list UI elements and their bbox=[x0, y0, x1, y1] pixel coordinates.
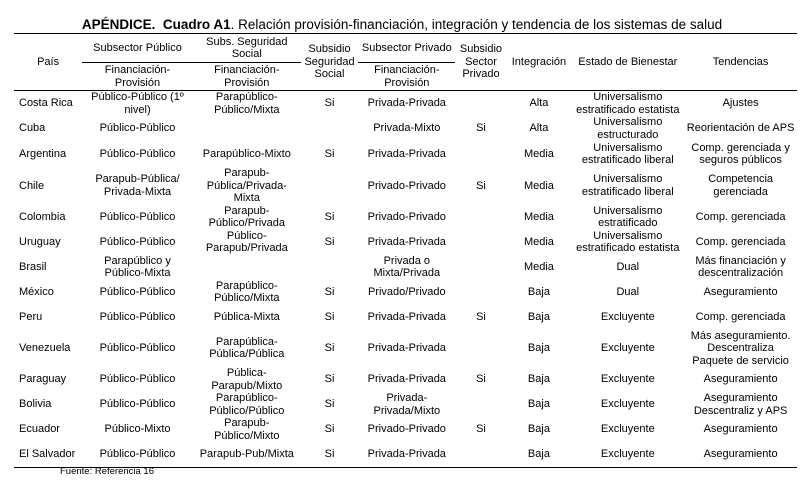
cell-privado: Privada-Privada bbox=[367, 147, 446, 160]
cell-privado: Privado-Privado bbox=[367, 210, 446, 223]
cell-pais: Chile bbox=[19, 179, 45, 192]
cell-estado-bienestar: Excluyente bbox=[600, 310, 655, 323]
header-subsidio-seguridad-social: Subsidio Seguridad Social bbox=[301, 34, 358, 91]
header-estado-bienestar: Estado de Bienestar bbox=[571, 34, 684, 91]
cell-publico: Público-Público bbox=[82, 442, 193, 467]
cell-tendencias: Aseguramiento bbox=[703, 285, 778, 298]
cell-seguridad-social: Parapúblico-Mixto bbox=[202, 147, 291, 160]
cell-tendencias: Aseguramiento Descentraliz y APS bbox=[693, 392, 788, 417]
header-subsidio-sector-privado: Subsidio Sector Privado bbox=[455, 34, 506, 91]
cell-integracion: Media bbox=[523, 210, 554, 223]
cell-estado-bienestar: Excluyente bbox=[600, 373, 655, 386]
table-row bbox=[14, 305, 797, 330]
cell-tendencias: Comp. gerenciada bbox=[695, 210, 786, 223]
cell-privado: Privado-Privado bbox=[367, 423, 446, 436]
table-row bbox=[14, 230, 797, 255]
cell-publico: Público-Público bbox=[99, 285, 176, 298]
cell-pais: El Salvador bbox=[14, 442, 82, 467]
source-note: Fuente: Referencia 16 bbox=[60, 466, 155, 477]
table-row bbox=[14, 367, 797, 392]
cell-estado-bienestar: Universalismo estructurado bbox=[593, 116, 663, 141]
cell-publico: Público-Público bbox=[99, 373, 176, 386]
cell-pais: Venezuela bbox=[19, 342, 71, 354]
table-title bbox=[0, 17, 804, 32]
cell-subsidio-sector-privado bbox=[455, 442, 506, 467]
cell-integracion: Media bbox=[523, 179, 554, 192]
cell-integracion: Media bbox=[523, 147, 554, 160]
subheader-financiacion-provision-seg-social: Financiación-Provisión bbox=[193, 63, 301, 91]
cell-pais: Colombia bbox=[19, 210, 66, 223]
header-integracion: Integración bbox=[507, 34, 572, 91]
cell-estado-bienestar: Excluyente bbox=[600, 423, 655, 436]
cell-tendencias: Ajustes bbox=[722, 97, 759, 110]
cell-tendencias: Aseguramiento bbox=[703, 373, 778, 386]
cell-tendencias: Comp. gerenciada bbox=[695, 235, 786, 248]
title-text: . Relación provisión-financiación, integración y tendencia de los sistemas de salud bbox=[230, 17, 723, 32]
cell-privado: Privada-Privada bbox=[367, 97, 446, 110]
header-subsector-privado: Subsector Privado bbox=[358, 34, 455, 63]
cell-estado-bienestar: Universalismo estratificado bbox=[593, 204, 663, 229]
cell-publico: Público-Público (1º nivel) bbox=[91, 91, 184, 116]
table-row bbox=[14, 167, 797, 205]
cell-pais: Cuba bbox=[19, 122, 46, 135]
cell-pais: Uruguay bbox=[19, 235, 61, 248]
cell-subsidio-sector-privado: Si bbox=[476, 179, 486, 192]
cell-subsidio-seguridad-social bbox=[301, 255, 358, 280]
table-row bbox=[14, 91, 797, 117]
table-row bbox=[14, 255, 797, 280]
cell-privado: Privado/Privado bbox=[367, 285, 446, 298]
cell-publico: Público-Público bbox=[99, 210, 176, 223]
cell-tendencias: Aseguramiento bbox=[684, 442, 797, 467]
cell-integracion: Baja bbox=[507, 442, 572, 467]
cell-seguridad-social: Público-Parapub/Privada bbox=[205, 229, 288, 254]
cell-integracion: Baja bbox=[527, 373, 550, 386]
cell-pais: Costa Rica bbox=[19, 97, 73, 110]
cell-publico: Público-Mixto bbox=[104, 423, 171, 436]
table-row bbox=[14, 116, 797, 141]
table-body bbox=[14, 91, 797, 468]
cell-tendencias: Más aseguramiento. Descentraliza Paquete de servicio bbox=[690, 329, 791, 367]
cell-seguridad-social: Parapub-Público/Privada bbox=[208, 204, 286, 229]
header-subsector-publico: Subsector Público bbox=[82, 34, 193, 63]
subheader-financiacion-provision-publico: Financiación-Provisión bbox=[82, 63, 193, 91]
cell-estado-bienestar: Universalismo estratificado estatista bbox=[576, 91, 680, 116]
cell-subsidio-sector-privado: Si bbox=[476, 423, 486, 436]
cell-seguridad-social: Parapúblico-Público/Público bbox=[209, 392, 285, 417]
cell-subsidio-seguridad-social: Si bbox=[324, 398, 335, 411]
table-row bbox=[14, 280, 797, 305]
table-row bbox=[14, 392, 797, 417]
cell-privado: Privado-Privado bbox=[367, 179, 446, 192]
cell-pais: Argentina bbox=[19, 147, 67, 160]
cell-seguridad-social: Parapúblico-Público/Mixta bbox=[214, 279, 280, 304]
cell-estado-bienestar: Dual bbox=[616, 285, 640, 298]
cell-pais: Brasil bbox=[19, 260, 47, 273]
cell-integracion: Baja bbox=[527, 285, 550, 298]
cell-publico: Público-Público bbox=[99, 342, 176, 354]
cell-tendencias: Más financiación y descentralización bbox=[695, 254, 786, 279]
cell-seguridad-social: Parapública-Pública/Pública bbox=[209, 335, 285, 361]
header-pais: País bbox=[14, 34, 82, 91]
cell-subsidio-sector-privado: Si bbox=[476, 373, 486, 386]
cell-subsidio-sector-privado: Si bbox=[476, 122, 486, 135]
cell-integracion: Baja bbox=[527, 342, 550, 354]
cell-seguridad-social: Parapub-Pública/Privada-Mixta bbox=[206, 167, 287, 204]
cell-estado-bienestar: Universalismo estratificado liberal bbox=[581, 173, 674, 198]
cell-privado: Privada-Privada bbox=[367, 342, 446, 354]
cell-seguridad-social: Parapub-Público/Mixto bbox=[214, 417, 280, 442]
header-tendencias: Tendencias bbox=[684, 34, 797, 91]
table-row bbox=[14, 330, 797, 368]
table-row bbox=[14, 205, 797, 230]
cell-estado-bienestar: Excluyente bbox=[600, 398, 655, 411]
health-systems-table bbox=[14, 33, 797, 468]
cell-subsidio-seguridad-social: Si bbox=[324, 235, 335, 248]
cell-privado: Privada-Privada/Mixto bbox=[373, 392, 441, 417]
header-subs-seguridad-social: Subs. Seguridad Social bbox=[193, 34, 301, 63]
cell-privado: Privada-Mixto bbox=[373, 122, 441, 135]
cell-pais: Paraguay bbox=[19, 373, 67, 386]
cell-subsidio-sector-privado bbox=[455, 330, 506, 368]
table-row bbox=[14, 442, 797, 467]
cell-privado: Privada o Mixta/Privada bbox=[373, 254, 441, 279]
cell-subsidio-sector-privado bbox=[455, 141, 506, 167]
cell-publico: Público-Público bbox=[99, 122, 176, 135]
cell-subsidio-seguridad-social: Si bbox=[324, 310, 335, 323]
cell-subsidio-seguridad-social bbox=[301, 116, 358, 141]
cell-seguridad-social bbox=[193, 255, 301, 280]
cell-seguridad-social: Pública-Mixta bbox=[213, 310, 280, 323]
cell-privado: Privada-Privada bbox=[367, 310, 446, 323]
cell-subsidio-sector-privado bbox=[455, 255, 506, 280]
cell-subsidio-seguridad-social: Si bbox=[324, 373, 335, 386]
cell-subsidio-seguridad-social: Si bbox=[324, 210, 335, 223]
cell-pais: Peru bbox=[19, 310, 43, 323]
cell-estado-bienestar: Universalismo estratificado estatista bbox=[576, 229, 680, 254]
cell-subsidio-seguridad-social: Si bbox=[324, 285, 335, 298]
cell-integracion: Baja bbox=[527, 423, 550, 436]
cell-subsidio-sector-privado bbox=[455, 205, 506, 230]
cell-privado: Privada-Privada bbox=[358, 442, 455, 467]
cell-estado-bienestar: Excluyente bbox=[600, 342, 655, 354]
cell-seguridad-social: Parapub-Pub/Mixta bbox=[193, 442, 301, 467]
cell-integracion: Baja bbox=[527, 398, 550, 411]
cell-subsidio-sector-privado bbox=[455, 280, 506, 305]
cell-subsidio-seguridad-social: Si bbox=[301, 442, 358, 467]
cell-subsidio-sector-privado bbox=[455, 392, 506, 417]
cell-estado-bienestar: Dual bbox=[616, 260, 640, 273]
cell-integracion: Alta bbox=[529, 97, 549, 110]
cell-tendencias: Comp. gerenciada y seguros públicos bbox=[691, 141, 790, 166]
cell-estado-bienestar: Universalismo estratificado liberal bbox=[581, 141, 674, 166]
cell-tendencias: Aseguramiento bbox=[703, 423, 778, 436]
cell-publico: Público-Público bbox=[99, 147, 176, 160]
cell-subsidio-sector-privado: Si bbox=[476, 310, 486, 323]
cell-integracion: Media bbox=[523, 235, 554, 248]
cell-publico: Público-Público bbox=[99, 310, 176, 323]
cell-pais: Ecuador bbox=[19, 423, 60, 436]
cell-pais: Bolivia bbox=[19, 398, 52, 411]
cell-publico: Parapúblico y Público-Mixta bbox=[104, 254, 171, 279]
cell-estado-bienestar: Excluyente bbox=[571, 442, 684, 467]
cell-seguridad-social bbox=[193, 116, 301, 141]
table-row bbox=[14, 141, 797, 167]
cell-tendencias: Competencia gerenciada bbox=[708, 173, 774, 198]
cell-subsidio-seguridad-social: Si bbox=[324, 342, 335, 354]
cell-publico: Parapub-Pública/ Privada-Mixta bbox=[95, 173, 180, 198]
cell-privado: Privada-Privada bbox=[367, 373, 446, 386]
table-row bbox=[14, 417, 797, 442]
cell-tendencias: Reorientación de APS bbox=[686, 122, 795, 135]
cell-tendencias: Comp. gerenciada bbox=[695, 310, 786, 323]
cell-publico: Público-Público bbox=[99, 398, 176, 411]
title-table-id: Cuadro A1 bbox=[162, 17, 231, 32]
cell-integracion: Alta bbox=[529, 122, 549, 135]
cell-subsidio-seguridad-social: Si bbox=[324, 97, 335, 110]
cell-pais: México bbox=[19, 285, 54, 298]
cell-subsidio-seguridad-social bbox=[301, 167, 358, 205]
cell-integracion: Media bbox=[523, 260, 554, 273]
cell-seguridad-social: Parapúblico-Público/Mixta bbox=[214, 91, 280, 116]
cell-integracion: Baja bbox=[527, 310, 550, 323]
cell-subsidio-seguridad-social: Si bbox=[324, 423, 335, 436]
cell-subsidio-sector-privado bbox=[455, 230, 506, 255]
cell-subsidio-sector-privado bbox=[455, 91, 506, 117]
cell-seguridad-social: Pública-Parapub/Mixto bbox=[211, 367, 283, 392]
cell-subsidio-seguridad-social: Si bbox=[324, 147, 335, 160]
cell-privado: Privada-Privada bbox=[367, 235, 446, 248]
cell-publico: Público-Público bbox=[99, 235, 176, 248]
subheader-financiacion-provision-privado: Financiación-Provisión bbox=[358, 63, 455, 91]
title-prefix: APÉNDICE. bbox=[81, 17, 156, 32]
